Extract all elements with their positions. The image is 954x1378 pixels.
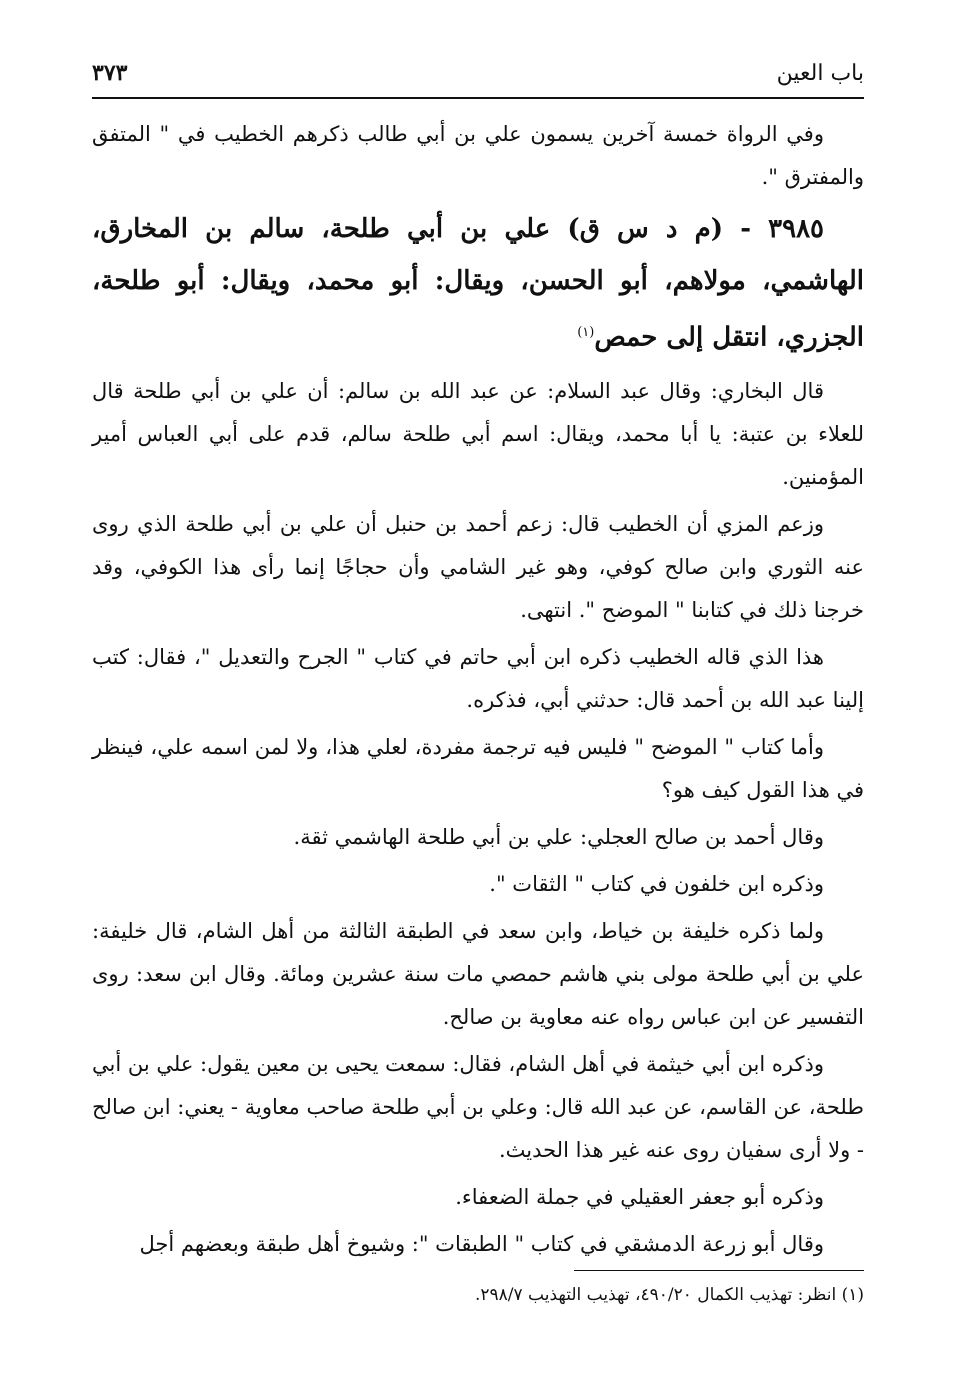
- footnote-divider: [574, 1270, 864, 1271]
- paragraph: وذكره ابن أبي خيثمة في أهل الشام، فقال: سمعت يحيى بن معين يقول: علي بن أبي طلحة، عن القاسم، عن عبد الله قال: وعلي بن أبي طلحة صاحب معاوية - يعني: ابن صالح - ولا أرى سفيان روى عنه غير هذا الحديث.: [92, 1051, 864, 1162]
- page-body: [92, 113, 864, 1266]
- entry-heading: [92, 203, 864, 364]
- paragraph: وأما كتاب " الموضح " فليس فيه ترجمة مفردة، لعلي هذا، ولا لمن اسمه علي، فينظر في هذا القول كيف هو؟: [92, 734, 864, 802]
- running-title: باب العين: [776, 61, 864, 86]
- page-number: ٣٧٣: [92, 60, 128, 86]
- paragraph: وقال أبو زرعة الدمشقي في كتاب " الطبقات ": وشيوخ أهل طبقة وبعضهم أجل: [139, 1231, 824, 1256]
- paragraph: قال البخاري: وقال عبد السلام: عن عبد الله بن سالم: أن علي بن أبي طلحة قال للعلاء بن عتبة: يا أبا محمد، ويقال: اسم أبي طلحة سالم، قدم على أبي العباس أمير المؤمنين.: [92, 378, 864, 489]
- footnotes-section: [92, 1270, 864, 1309]
- footnote: (١) انظر: تهذيب الكمال ٤٩٠/٢٠، تهذيب التهذيب ٢٩٨/٧.: [474, 1285, 864, 1305]
- paragraph: وفي الرواة خمسة آخرين يسمون علي بن أبي طالب ذكرهم الخطيب في " المتفق والمفترق ".: [92, 122, 864, 189]
- footnote-marker: (١): [577, 325, 595, 340]
- page-header: [92, 56, 864, 99]
- paragraph: وذكره أبو جعفر العقيلي في جملة الضعفاء.: [455, 1184, 824, 1209]
- paragraph: وقال أحمد بن صالح العجلي: علي بن أبي طلحة الهاشمي ثقة.: [293, 824, 824, 849]
- paragraph: وذكره ابن خلفون في كتاب " الثقات ".: [489, 871, 824, 896]
- paragraph: ولما ذكره خليفة بن خياط، وابن سعد في الطبقة الثالثة من أهل الشام، قال خليفة: علي بن أبي طلحة مولى بني هاشم حمصي مات سنة عشرين ومائة. وقال ابن سعد: روى التفسير عن ابن عباس رواه عنه معاوية بن صالح.: [92, 918, 864, 1029]
- paragraph: هذا الذي قاله الخطيب ذكره ابن أبي حاتم في كتاب " الجرح والتعديل "، فقال: كتب إلينا عبد الله بن أحمد قال: حدثني أبي، فذكره.: [92, 644, 864, 712]
- paragraph: وزعم المزي أن الخطيب قال: زعم أحمد بن حنبل أن علي بن أبي طلحة الذي روى عنه الثوري وابن صالح كوفي، وهو غير الشامي وأن حجاجًا إنما رأى هذا الكوفي، وقد خرجنا ذلك في كتابنا " الموضح ". انتهى.: [92, 511, 864, 622]
- entry-heading-text: ٣٩٨٥ - (م د س ق) علي بن أبي طلحة، سالم بن المخارق، الهاشمي، مولاهم، أبو الحسن، ويقال: أبو محمد، ويقال: أبو طلحة، الجزري، انتقل إلى حمص: [92, 214, 864, 353]
- document-page: [92, 56, 864, 1270]
